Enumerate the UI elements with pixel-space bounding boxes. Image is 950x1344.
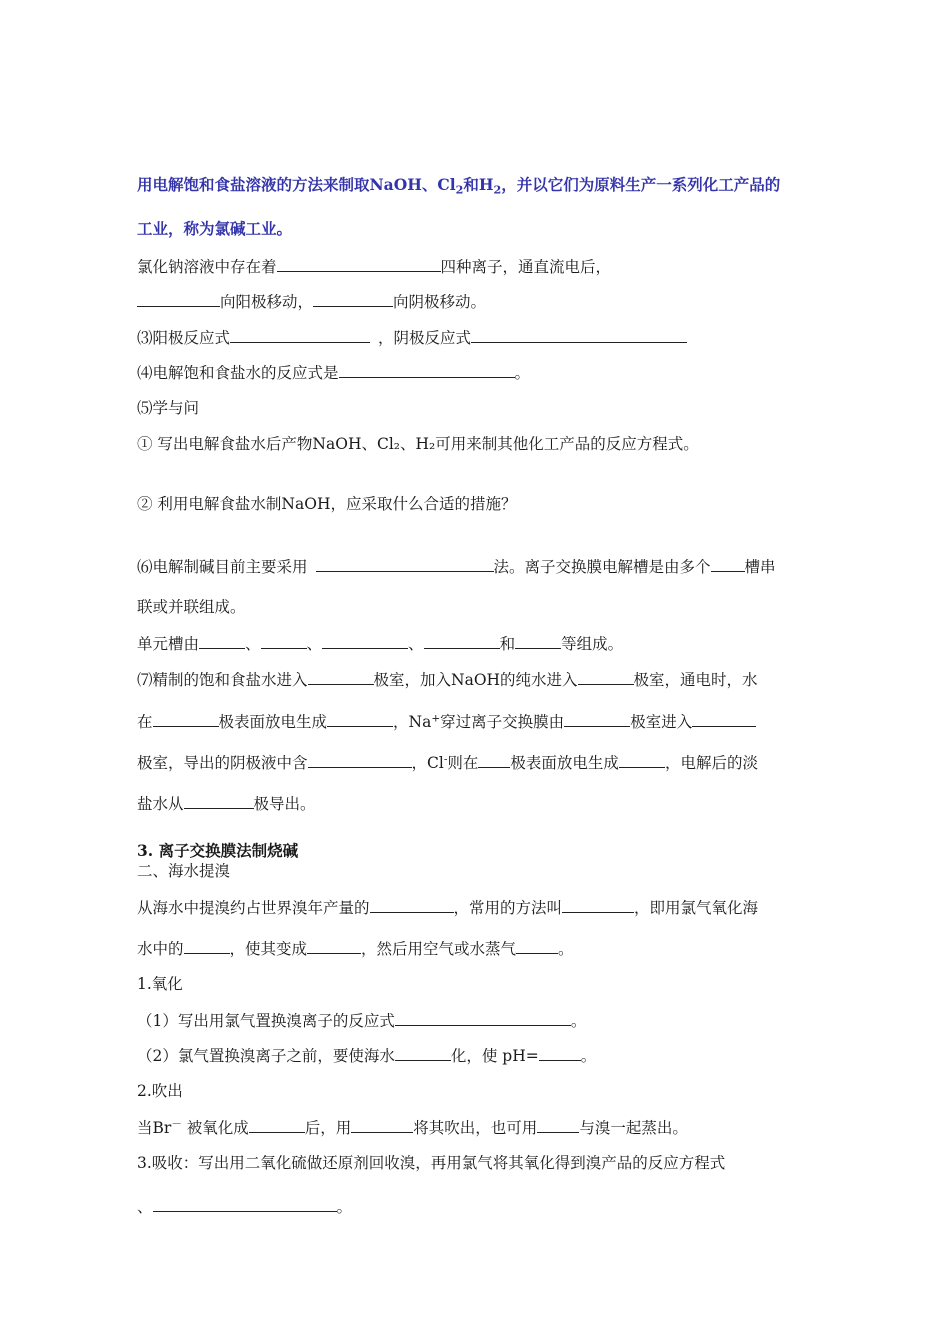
intro-text-b: 和H: [463, 175, 494, 194]
oxidation-item-2: [137, 1045, 596, 1066]
blank-field[interactable]: [711, 556, 745, 572]
bromine-text-c: ，即用氯气氧化海: [634, 899, 759, 917]
question-1-line: [137, 256, 611, 277]
question-4-text-a: ⑷电解饱和食盐水的反应式是: [137, 364, 339, 382]
blank-field[interactable]: [516, 938, 558, 954]
absorb-text-c: 。: [336, 1198, 353, 1216]
question-7-text-d: 在: [137, 713, 153, 731]
question-7-line-3: [137, 752, 758, 773]
blank-field[interactable]: [351, 1117, 413, 1133]
question-7-text-k: 则在: [447, 754, 479, 772]
question-6-text-a: ⑹电解制碱目前主要采用: [137, 558, 308, 576]
question-7-text-c: 极室，通电时，水: [633, 671, 758, 689]
question-7-text-n: 盐水从: [137, 795, 184, 813]
intro-text-c: ，并以它们为原料生产一系列化工产品的: [501, 175, 781, 194]
blowout-title: 2.吹出: [137, 1082, 183, 1100]
bromine-text-b: ，常用的方法叫: [453, 899, 563, 917]
blank-field[interactable]: [539, 1045, 581, 1061]
bromine-line-1: [137, 897, 758, 918]
blank-field[interactable]: [316, 556, 494, 572]
blowout-line: [137, 1117, 688, 1138]
blank-field[interactable]: [578, 669, 634, 685]
question-4-text-b: 。: [514, 364, 531, 382]
sodium-charge: +: [431, 712, 441, 725]
blank-field[interactable]: [307, 938, 361, 954]
blank-field[interactable]: [370, 897, 454, 913]
question-5-item-1: ① 写出电解食盐水后产物NaOH、Cl₂、H₂可用来制其他化工产品的反应方程式。: [137, 435, 699, 453]
oxidation-item-1: [137, 1010, 586, 1031]
question-5-item-2: ② 利用电解食盐水制NaOH，应采取什么合适的措施？: [137, 495, 517, 513]
blank-field[interactable]: [395, 1045, 451, 1061]
blank-field[interactable]: [471, 327, 687, 343]
oxidation-title: 1.氧化: [137, 975, 183, 993]
bromine-text-g: 。: [558, 940, 574, 958]
absorb-text-b: 、: [137, 1198, 153, 1216]
separator: 、: [306, 635, 323, 653]
conjunction: 和: [499, 635, 516, 653]
question-7-text-a: ⑺精制的饱和食盐水进入: [137, 671, 308, 689]
question-6-line: [137, 556, 776, 577]
blank-field[interactable]: [308, 669, 374, 685]
blank-field[interactable]: [537, 1117, 579, 1133]
blank-field[interactable]: [327, 711, 393, 727]
blank-field[interactable]: [199, 633, 245, 649]
oxidation-item-1-text: （1）写出用氯气置换溴离子的反应式: [137, 1012, 395, 1030]
question-5-title: ⑸学与问: [137, 399, 200, 417]
bromine-text-d: 水中的: [137, 940, 184, 958]
question-2-text-b: 向阴极移动。: [393, 293, 487, 311]
bromide-charge: －: [171, 1118, 182, 1131]
question-7-text-e: 极表面放电生成: [218, 713, 328, 731]
question-7-text-f: ，Na: [393, 713, 432, 731]
question-6-line-2: 联或并联组成。: [137, 598, 246, 616]
oxidation-item-2-text-b: 化，使 pH=: [450, 1047, 539, 1065]
question-7-text-j: ，Cl: [411, 754, 444, 772]
question-6-text-b: 法。离子交换膜电解槽是由多个: [493, 558, 711, 576]
blank-field[interactable]: [562, 897, 634, 913]
intro-sub-2: 2: [493, 183, 502, 197]
question-7-text-m: ，电解后的淡: [664, 754, 758, 772]
blowout-text-e: 与溴一起蒸出。: [579, 1119, 688, 1137]
blowout-text-d: 将其吹出，也可用: [413, 1119, 538, 1137]
question-7-text-o: 极导出。: [253, 795, 316, 813]
question-3-line: [137, 327, 687, 348]
separator: 、: [408, 635, 424, 653]
intro-line-1: [137, 175, 780, 195]
question-4-line: [137, 362, 530, 383]
blank-field[interactable]: [308, 752, 412, 768]
blank-field[interactable]: [564, 711, 630, 727]
intro-line-2: 工业，称为氯碱工业。: [137, 219, 293, 238]
question-7-line-2: [137, 711, 756, 732]
blank-field[interactable]: [424, 633, 500, 649]
question-7-text-l: 极表面放电生成: [510, 754, 619, 772]
blank-field[interactable]: [322, 633, 408, 649]
question-2-text-a: 向阳极移动，: [220, 293, 314, 311]
question-1-text-b: 四种离子，通直流电后，: [440, 258, 612, 276]
question-7-text-g: 穿过离子交换膜由: [440, 713, 565, 731]
question-7-text-b: 极室，加入NaOH的纯水进入: [373, 671, 578, 689]
oxidation-item-2-end: 。: [580, 1047, 597, 1065]
bromine-text-a: 从海水中提溴约占世界溴年产量的: [137, 899, 370, 917]
chloride-charge: -: [443, 753, 448, 766]
blowout-text-b: 被氧化成: [181, 1119, 249, 1137]
blank-field[interactable]: [184, 938, 230, 954]
blowout-text-a: 当Br: [137, 1119, 172, 1137]
blank-field[interactable]: [619, 752, 665, 768]
question-7-line-1: [137, 669, 758, 690]
blank-field[interactable]: [395, 1010, 571, 1026]
blank-field[interactable]: [137, 291, 220, 307]
blank-field[interactable]: [249, 1117, 305, 1133]
separator: 、: [245, 635, 261, 653]
question-2-line: [137, 291, 486, 312]
blank-field[interactable]: [339, 362, 515, 378]
blank-field[interactable]: [153, 1196, 337, 1212]
blank-field[interactable]: [184, 793, 254, 809]
question-6b-end: 等组成。: [561, 635, 624, 653]
intro-sub-1: 2: [455, 183, 464, 197]
intro-text-a: 用电解饱和食盐溶液的方法来制取NaOH、Cl: [137, 175, 456, 194]
bromine-text-e: ，使其变成: [229, 940, 308, 958]
question-7-line-4: [137, 793, 316, 814]
question-3-text-b: ，阴极反应式: [378, 329, 472, 347]
question-7-text-h: 极室进入: [630, 713, 693, 731]
blank-field[interactable]: [153, 711, 219, 727]
question-7-text-i: 极室，导出的阴极液中含: [137, 754, 308, 772]
blank-field[interactable]: [313, 291, 393, 307]
oxidation-item-1-end: 。: [570, 1012, 587, 1030]
question-1-text-a: 氯化钠溶液中存在着: [137, 258, 277, 276]
bromine-text-f: ，然后用空气或水蒸气: [361, 940, 517, 958]
blowout-text-c: 后，用: [304, 1119, 352, 1137]
section-3-heading: 3. 离子交换膜法制烧碱: [137, 841, 299, 860]
section-two-heading: 二、海水提溴: [137, 862, 231, 880]
blank-field[interactable]: [692, 711, 756, 727]
question-6b-text-a: 单元槽由: [137, 635, 200, 653]
blank-field[interactable]: [515, 633, 561, 649]
blank-field[interactable]: [261, 633, 307, 649]
question-6b-line: [137, 633, 623, 654]
blank-field[interactable]: [230, 327, 370, 343]
absorb-line-2: [137, 1196, 352, 1217]
question-3-text-a: ⑶阳极反应式: [137, 329, 231, 347]
blank-field[interactable]: [478, 752, 510, 768]
oxidation-item-2-text: （2）氯气置换溴离子之前，要使海水: [137, 1047, 395, 1065]
question-6-text-c: 槽串: [744, 558, 776, 576]
blank-field[interactable]: [277, 256, 441, 272]
bromine-line-2: [137, 938, 574, 959]
absorb-line-1: 3.吸收：写出用二氧化硫做还原剂回收溴，再用氯气将其氧化得到溴产品的反应方程式: [137, 1154, 726, 1172]
